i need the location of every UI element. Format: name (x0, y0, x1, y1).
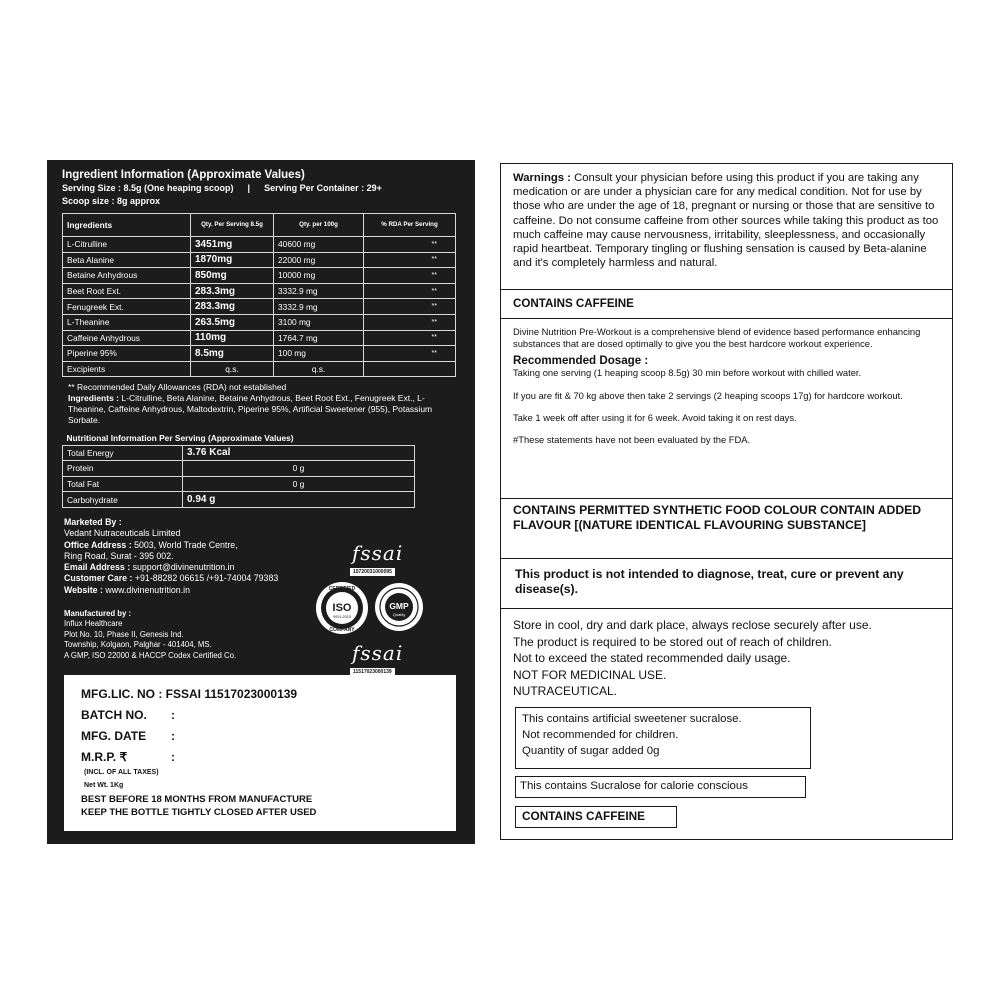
ingredient-name: Piperine 95% (63, 346, 191, 362)
mfg-date-row (81, 729, 175, 743)
qty-per-serving: 8.5mg (191, 346, 274, 362)
sweetener-line: Quantity of sugar added 0g (522, 745, 660, 757)
rda-value: ** (364, 346, 456, 362)
rda-value: ** (364, 299, 456, 315)
nutrient-value: 0.94 g (183, 492, 415, 508)
customer-care-text: +91-88282 06615 /+91-74004 79383 (134, 573, 279, 584)
contains-caffeine-heading: CONTAINS CAFFEINE (513, 297, 634, 310)
warnings-panel (500, 163, 953, 840)
storage-line: NUTRACEUTICAL. (513, 684, 618, 699)
ingredient-name: Beta Alanine (63, 252, 191, 268)
office-address-text: 5003, World Trade Centre, (134, 539, 238, 550)
contains-caffeine-section (501, 290, 952, 319)
rda-value: ** (364, 283, 456, 299)
website (64, 585, 344, 596)
contains-caffeine-label: CONTAINS CAFFEINE (522, 809, 645, 823)
ingredient-name: L-Citrulline (63, 237, 191, 253)
serving-info (62, 182, 465, 195)
qty-per-serving: 850mg (191, 268, 274, 284)
nutrition-title: Nutritional Information Per Serving (Approximate Values) (63, 432, 415, 445)
nutrient-value: 3.76 Kcal (183, 445, 415, 461)
nutrition-table (62, 432, 415, 508)
sweetener-box (515, 707, 811, 769)
qty-per-100g: 3332.9 mg (274, 299, 364, 315)
nutrient-label: Total Fat (63, 476, 183, 492)
qty-per-100g: 3332.9 mg (274, 283, 364, 299)
fssai-license-number: 10720031000095 (350, 568, 395, 576)
manufacturer-line: A GMP, ISO 22000 & HACCP Codex Certified Co. (64, 650, 237, 660)
warnings-section (501, 164, 952, 290)
ingredient-notes (68, 382, 458, 426)
net-weight: Net Wt. 1Kg (84, 782, 124, 789)
not-intended-notice: This product is not intended to diagnose, treat, cure or prevent any disease(s). (515, 567, 904, 597)
ingredient-name: Caffeine Anhydrous (63, 330, 191, 346)
gmp-sub-text: Quality (392, 612, 406, 617)
email-label: Email Address : (64, 562, 131, 573)
warnings-paragraph (513, 171, 940, 270)
customer-care-label: Customer Care : (64, 573, 133, 584)
nutrient-value: 0 g (183, 476, 415, 492)
table-row (63, 361, 456, 377)
sucralose-note-box (515, 776, 806, 798)
contains-caffeine-box (515, 806, 677, 828)
rda-value: ** (364, 237, 456, 253)
qty-per-100g: 1764.7 mg (274, 330, 364, 346)
fssai-logo (345, 638, 419, 678)
ingredients-list (68, 393, 458, 426)
sweetener-line: This contains artificial sweetener sucralose. (522, 713, 742, 725)
qty-per-serving: 110mg (191, 330, 274, 346)
qty-per-100g: 22000 mg (274, 252, 364, 268)
ingredients-label: Ingredients : (68, 393, 120, 403)
marketed-by-label: Marketed By : (64, 517, 122, 527)
manufactured-by-block (64, 609, 324, 661)
fssai-logo-text: fssai (352, 641, 404, 665)
warnings-text: Consult your physician before using this product if you are taking any medication or are under a physician care for any medical condition. Not for use by those who are under the age of 18, pregnant or nursing or those that are sensitive to caffeine. Do not consume caffeine from other sources while taking this product as too much caffeine may cause nervousness, irritability, sleeplessness, and occasionally rapid heartbeat. Temporary tingling or flushing sensation is caused by Beta-alanine and it's completely harmless and natural. (513, 172, 939, 270)
qty-per-serving: 283.3mg (191, 283, 274, 299)
nutrient-label: Protein (63, 461, 183, 477)
product-description: Divine Nutrition Pre-Workout is a comprehensive blend of evidence based performance enhancing substances that are dosed optimally to give you the best hardcore workout experience. (513, 326, 921, 350)
batch-info-box (64, 675, 456, 831)
website-text: www.divinenutrition.in (105, 584, 190, 595)
iso-certified-logo (314, 580, 370, 636)
table-row (63, 346, 456, 362)
table-row (63, 461, 415, 477)
rda-value: ** (364, 314, 456, 330)
colour-flavour-section (501, 499, 952, 559)
rda-value: ** (364, 268, 456, 284)
ingredient-table (62, 213, 456, 377)
fssai-license-number: 11517023000139 (350, 668, 395, 676)
ingredient-name: Betaine Anhydrous (63, 268, 191, 284)
incl-taxes-note: (INCL. OF ALL TAXES) (84, 769, 159, 776)
table-row (63, 314, 456, 330)
qty-per-100g: q.s. (274, 361, 364, 377)
table-row (63, 252, 456, 268)
ingredient-table-header (63, 214, 456, 237)
manufacturer-line: Influx Healthcare (64, 619, 123, 629)
manufacturer-line: Plot No. 10, Phase II, Genesis Ind. (64, 629, 184, 639)
keep-closed-notice: KEEP THE BOTTLE TIGHTLY CLOSED AFTER USED (81, 807, 317, 818)
website-label: Website : (64, 584, 103, 595)
rda-value: ** (364, 330, 456, 346)
storage-line: The product is required to be stored out of reach of children. (513, 634, 832, 649)
storage-line: Store in cool, dry and dark place, always reclose securely after use. (513, 618, 872, 632)
serving-size: Serving Size : 8.5g (One heaping scoop) (62, 183, 234, 193)
nutrient-label: Total Energy (63, 445, 183, 461)
serving-per-container: Serving Per Container : 29+ (264, 183, 382, 193)
marketed-by-block (64, 517, 344, 596)
table-row (63, 445, 415, 461)
sucralose-note: This contains Sucralose for calorie conscious (520, 780, 748, 792)
mrp-label: M.R.P. ₹ (81, 750, 128, 764)
office-address-line2: Ring Road, Surat - 395 002. (64, 550, 174, 561)
marketer-company: Vedant Nutraceuticals Limited (64, 528, 181, 539)
description-section (501, 319, 952, 499)
nutrient-value: 0 g (183, 461, 415, 477)
qty-per-serving: 263.5mg (191, 314, 274, 330)
rda-value: ** (364, 252, 456, 268)
table-row (63, 330, 456, 346)
table-row (63, 476, 415, 492)
ingredient-name: Excipients (63, 361, 191, 377)
qty-per-serving: 3451mg (191, 237, 274, 253)
sweetener-line: Not recommended for children. (522, 729, 679, 741)
ingredient-name: Fenugreek Ext. (63, 299, 191, 315)
office-address-line1 (64, 540, 344, 551)
fda-note: #These statements have not been evaluated by the FDA. (513, 434, 751, 446)
qty-per-serving: q.s. (191, 361, 274, 377)
table-row (63, 492, 415, 508)
dosage-heading: Recommended Dosage : (513, 354, 649, 368)
panel-header (62, 168, 465, 208)
colour-flavour-notice: CONTAINS PERMITTED SYNTHETIC FOOD COLOUR CONTAIN ADDED FLAVOUR [(NATURE IDENTICAL FLAVOURING SUBSTANCE] (513, 503, 922, 533)
dosage-line: Taking one serving (1 heaping scoop 8.5g) 30 min before workout with chilled water. (513, 367, 862, 379)
iso-number: 9001:2015 (333, 615, 351, 619)
manufactured-by-label: Manufactured by : (64, 609, 132, 618)
gmp-quality-logo (374, 582, 424, 632)
batch-number-colon: : (171, 708, 175, 722)
storage-line: Not to exceed the stated recommended daily usage. (513, 651, 791, 666)
email-address (64, 562, 344, 573)
mfg-date-colon: : (171, 729, 175, 743)
col-header-rda: % RDA Per Serving (364, 214, 456, 237)
nutrient-label: Carbohydrate (63, 492, 183, 508)
col-header-qty-per-serving: Qty. Per Serving 8.5g (191, 214, 274, 237)
table-row (63, 268, 456, 284)
mrp-colon: : (171, 750, 175, 764)
gmp-text: GMP (389, 601, 409, 611)
batch-number-label: BATCH NO. (81, 708, 147, 722)
rda-note: ** Recommended Daily Allowances (RDA) not established (68, 382, 287, 392)
iso-top-text: CERTIFIED (328, 586, 356, 592)
customer-care (64, 573, 344, 584)
table-row (63, 283, 456, 299)
not-intended-section (501, 559, 952, 609)
dosage-line: Take 1 week off after using it for 6 week. Avoid taking it on rest days. (513, 411, 797, 423)
qty-per-serving: 1870mg (191, 252, 274, 268)
col-header-qty-per-100g: Qty. per 100g (274, 214, 364, 237)
qty-per-100g: 10000 mg (274, 268, 364, 284)
ingredient-information-panel (47, 160, 475, 844)
storage-section (513, 617, 943, 700)
scoop-size: Scoop size : 8g approx (62, 196, 161, 206)
qty-per-serving: 283.3mg (191, 299, 274, 315)
batch-number-row (81, 708, 175, 722)
serving-divider: | (247, 183, 251, 193)
iso-bottom-text: COMPANY (329, 627, 355, 633)
fssai-logo-text: fssai (352, 541, 404, 565)
storage-line: NOT FOR MEDICINAL USE. (513, 667, 667, 682)
email-text: support@divinenutrition.in (132, 562, 235, 573)
qty-per-100g: 100 mg (274, 346, 364, 362)
table-row (63, 299, 456, 315)
ingredient-name: Beet Root Ext. (63, 283, 191, 299)
rda-value (364, 361, 456, 377)
office-address-label: Office Address : (64, 539, 132, 550)
qty-per-100g: 3100 mg (274, 314, 364, 330)
mfg-license-number: MFG.LIC. NO : FSSAI 11517023000139 (81, 687, 298, 701)
table-row (63, 237, 456, 253)
fssai-logo (345, 538, 419, 578)
mfg-date-label: MFG. DATE (81, 729, 147, 743)
dosage-line: If you are fit & 70 kg above then take 2 servings (2 heaping scoops 17g) for hardcore workout. (513, 389, 903, 401)
panel-title: Ingredient Information (Approximate Values) (62, 169, 305, 181)
manufacturer-line: Township, Kolgaon, Palghar - 401404, MS. (64, 640, 212, 650)
col-header-ingredients: Ingredients (63, 214, 191, 237)
warnings-label: Warnings : (513, 172, 571, 184)
ingredients-text: L-Citrulline, Beta Alanine, Betaine Anhydrous, Beet Root Ext., Fenugreek Ext., L-Theanine, Caffeine Anhydrous, Maltodextrin, Piperine 95%, Artificial Sweetener (955), Potassium Sorbate. (68, 393, 433, 425)
best-before-notice: BEST BEFORE 18 MONTHS FROM MANUFACTURE (81, 794, 313, 805)
mrp-row (81, 750, 175, 764)
qty-per-100g: 40600 mg (274, 237, 364, 253)
nutrition-title-row (63, 432, 415, 445)
iso-text: ISO (332, 602, 352, 614)
ingredient-name: L-Theanine (63, 314, 191, 330)
